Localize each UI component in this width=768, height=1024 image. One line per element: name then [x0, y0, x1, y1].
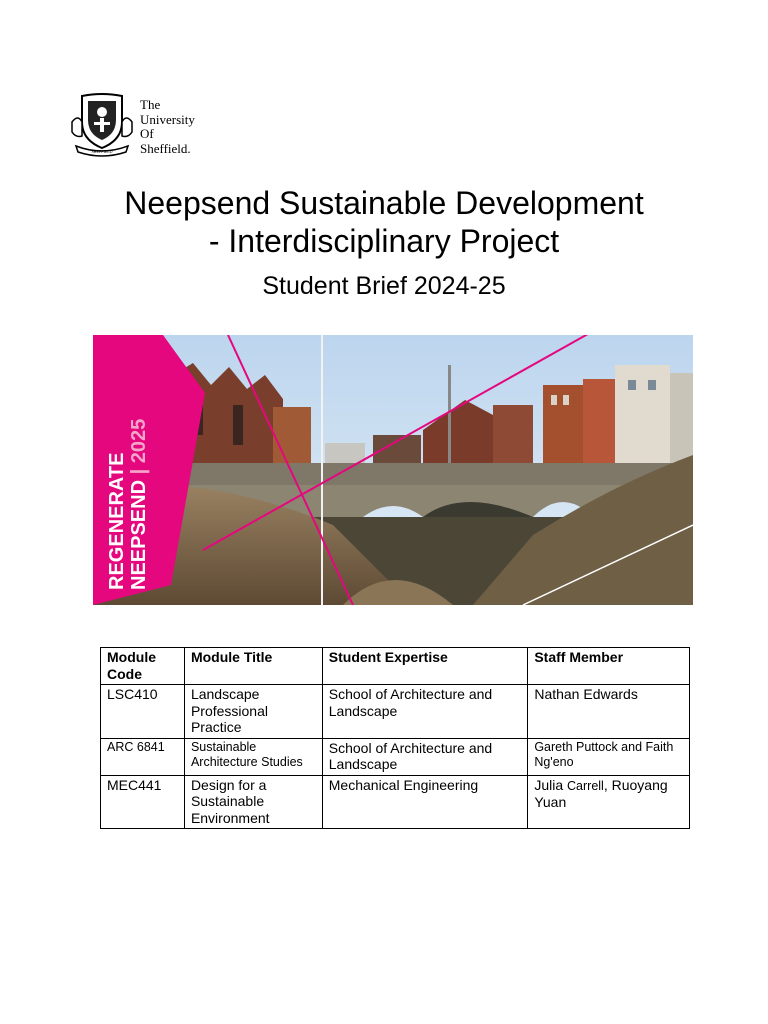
- label-line-2: [128, 419, 150, 590]
- cell-title: Sustainable Architecture Studies: [184, 738, 322, 775]
- cell-expertise: School of Architecture and Landscape: [322, 685, 528, 739]
- header-module-code: Module Code: [101, 648, 185, 685]
- logo-line: Of: [140, 126, 154, 141]
- logo-line: Sheffield.: [140, 140, 191, 156]
- cell-code: ARC 6841: [101, 738, 185, 775]
- staff-name-part: Julia: [534, 776, 568, 793]
- staff-name-part: , Ruoyang Yuan: [534, 776, 668, 810]
- cell-code: MEC441: [101, 775, 185, 829]
- header-staff-member: Staff Member: [528, 648, 690, 685]
- cell-staff: Gareth Puttock and Faith Ng'eno: [528, 738, 690, 775]
- university-logo: [62, 92, 262, 162]
- staff-name-part: Carrell: [567, 778, 604, 793]
- university-name: [140, 98, 195, 156]
- hero-image: [93, 335, 693, 605]
- module-table: [100, 647, 690, 829]
- label-neepsend: NEEPSEND: [128, 479, 150, 590]
- title-line-1: Neepsend Sustainable Development: [124, 185, 644, 221]
- cell-title: Design for a Sustainable Environment: [184, 775, 322, 829]
- cell-staff: Nathan Edwards: [528, 685, 690, 739]
- header-student-expertise: Student Expertise: [322, 648, 528, 685]
- table-header-row: [101, 648, 690, 685]
- header-module-title: Module Title: [184, 648, 322, 685]
- river-bridge-photo: [93, 335, 693, 605]
- cell-title: Landscape Professional Practice: [184, 685, 322, 739]
- cell-staff: [528, 775, 690, 829]
- table-row: [101, 685, 690, 739]
- label-separator: |: [128, 463, 150, 480]
- cell-expertise: Mechanical Engineering: [322, 775, 528, 829]
- label-line-1: REGENERATE: [106, 452, 128, 590]
- logo-line: University: [140, 111, 195, 127]
- cell-expertise: School of Architecture and Landscape: [322, 738, 528, 775]
- regenerate-neepsend-label: [106, 419, 150, 590]
- crest-icon: [70, 92, 134, 158]
- table-row: [101, 775, 690, 829]
- document-title: [0, 184, 768, 260]
- logo-line: The: [140, 97, 161, 112]
- document-subtitle: Student Brief 2024-25: [262, 272, 506, 300]
- label-year: 2025: [128, 418, 150, 464]
- cell-code: LSC410: [101, 685, 185, 739]
- table-row: [101, 738, 690, 775]
- crest-banner-text: SHEFFIELD: [91, 149, 113, 154]
- title-line-2: - Interdisciplinary Project: [208, 223, 560, 259]
